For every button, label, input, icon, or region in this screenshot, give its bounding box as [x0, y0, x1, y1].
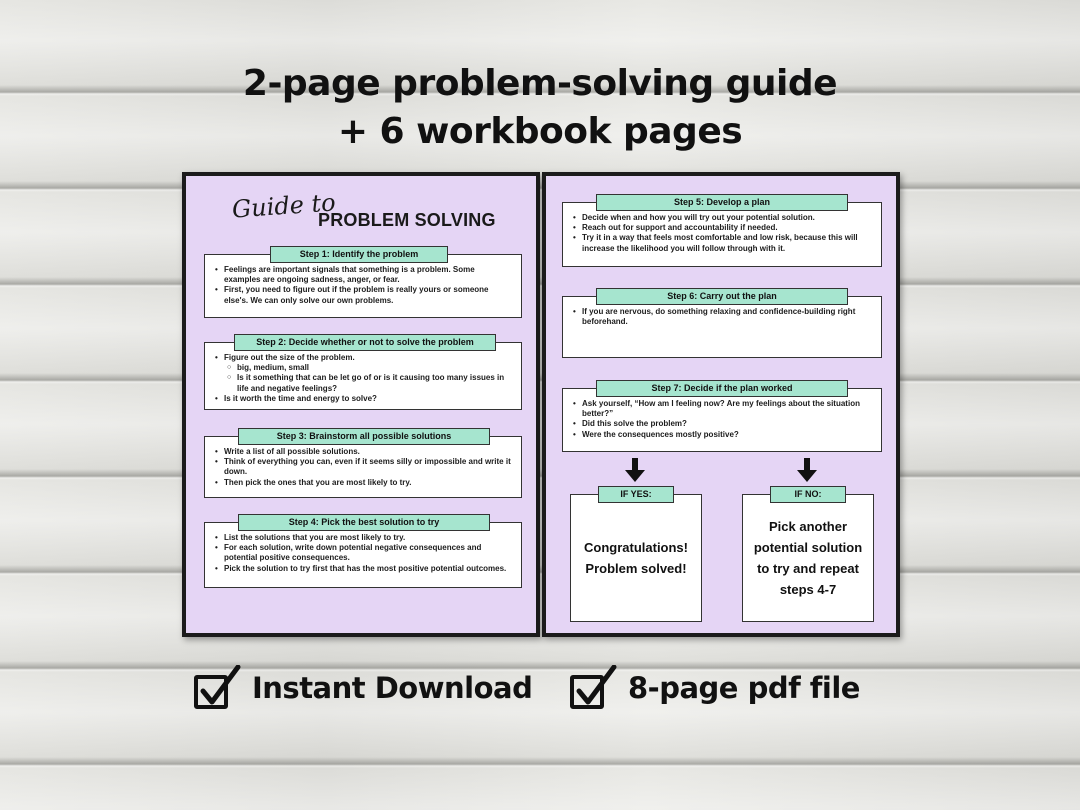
- guide-page-right: [542, 172, 900, 637]
- step-2-box: [204, 342, 522, 410]
- step-2-list: [215, 353, 513, 404]
- bullet-item: • Feelings are important signals that something is a problem. Some examples are ongoing sadness, anger, or fear.: [215, 265, 513, 285]
- feature-page-count: [570, 662, 860, 714]
- title-main: PROBLEM SOLVING: [318, 210, 496, 230]
- bullet-item: • First, you need to figure out if the problem is really yours or someone else's. We can only solve our own problems.: [215, 285, 513, 305]
- bullet-item: • Figure out the size of the problem.: [215, 353, 513, 363]
- bullet-item: • Pick the solution to try first that has the most positive potential outcomes.: [215, 564, 513, 574]
- guide-page-left: [182, 172, 540, 637]
- bullet-item: • Write a list of all possible solutions.: [215, 447, 513, 457]
- checkbox-icon: [194, 665, 240, 711]
- feature-label: 8-page pdf file: [628, 671, 860, 705]
- step-7-box: [562, 388, 882, 452]
- headline-line-1: 2-page problem-solving guide: [242, 63, 838, 104]
- step-5-tag: Step 5: Develop a plan: [596, 194, 848, 211]
- sub-bullet-item: ○ Is it something that can be let go of or is it causing too many issues in life and negative feelings?: [215, 373, 513, 393]
- step-4-box: [204, 522, 522, 588]
- step-5-list: [573, 213, 873, 254]
- feature-label: Instant Download: [252, 671, 533, 705]
- bullet-item: • Were the consequences mostly positive?: [573, 430, 873, 440]
- step-5-box: [562, 202, 882, 267]
- bullet-item: • For each solution, write down potential negative consequences and potential positive consequences.: [215, 543, 513, 563]
- title-script: Guide to: [231, 188, 337, 224]
- step-4-list: [215, 533, 513, 574]
- step-7-list: [573, 399, 873, 440]
- step-3-tag: Step 3: Brainstorm all possible solutions: [238, 428, 490, 445]
- bullet-item: • Then pick the ones that you are most likely to try.: [215, 478, 513, 488]
- bullet-item: • Ask yourself, “How am I feeling now? Are my feelings about the situation better?”: [573, 399, 873, 419]
- step-2-tag: Step 2: Decide whether or not to solve the problem: [234, 334, 496, 351]
- bullet-item: • Try it in a way that feels most comfortable and low risk, because this will increase the likelihood you will follow through with it.: [573, 233, 873, 253]
- bullet-item: • Did this solve the problem?: [573, 419, 873, 429]
- step-4-tag: Step 4: Pick the best solution to try: [238, 514, 490, 531]
- step-6-list: [573, 307, 873, 327]
- if-no-tag: IF NO:: [770, 486, 846, 503]
- step-3-box: [204, 436, 522, 498]
- step-1-tag: Step 1: Identify the problem: [270, 246, 448, 263]
- bullet-item: • Decide when and how you will try out your potential solution.: [573, 213, 873, 223]
- if-yes-text: Congratulations! Problem solved!: [584, 540, 688, 576]
- step-6-tag: Step 6: Carry out the plan: [596, 288, 848, 305]
- checkbox-icon: [570, 665, 616, 711]
- if-yes-box: [570, 494, 702, 622]
- step-7-tag: Step 7: Decide if the plan worked: [596, 380, 848, 397]
- feature-instant-download: [194, 662, 532, 714]
- bullet-item: • Think of everything you can, even if it seems silly or impossible and write it down.: [215, 457, 513, 477]
- step-3-list: [215, 447, 513, 488]
- if-no-text: Pick another potential solution to try and repeat steps 4-7: [753, 519, 863, 597]
- bullet-item: • If you are nervous, do something relaxing and confidence-building right beforehand.: [573, 307, 873, 327]
- bullet-item: • List the solutions that you are most likely to try.: [215, 533, 513, 543]
- headline-line-2: + 6 workbook pages: [337, 111, 743, 152]
- step-1-list: [215, 265, 513, 306]
- step-6-box: [562, 296, 882, 358]
- bullet-item: • Is it worth the time and energy to solve?: [215, 394, 513, 404]
- if-yes-tag: IF YES:: [598, 486, 674, 503]
- bullet-item: • Reach out for support and accountability if needed.: [573, 223, 873, 233]
- sub-bullet-item: ○ big, medium, small: [215, 363, 513, 373]
- if-no-box: [742, 494, 874, 622]
- step-1-box: [204, 254, 522, 318]
